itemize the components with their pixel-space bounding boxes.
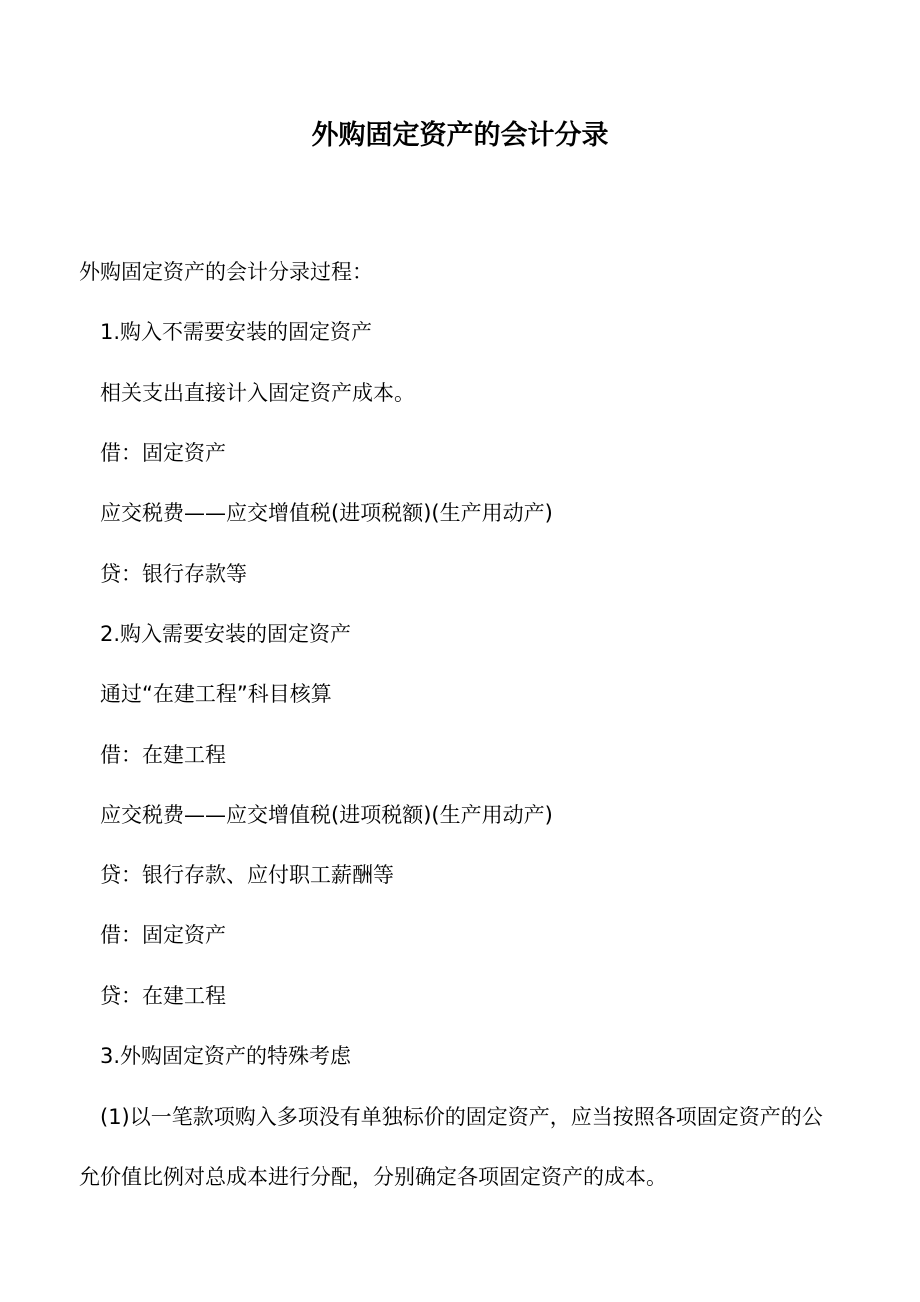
credit-line: 贷：在建工程 [100,984,226,1008]
credit-line: 贷：银行存款、应付职工薪酬等 [100,863,394,887]
body-line: 通过“在建工程”科目核算 [100,682,332,706]
document-title: 外购固定资产的会计分录 [311,120,609,151]
tax-line: 应交税费——应交增值税(进项税额)(生产用动产) [100,501,553,525]
debit-line: 借：固定资产 [100,441,226,465]
paragraph-line: (1)以一笔款项购入多项没有单独标价的固定资产，应当按照各项固定资产的公 [100,1105,823,1129]
tax-line: 应交税费——应交增值税(进项税额)(生产用动产) [100,803,553,827]
body-line: 相关支出直接计入固定资产成本。 [100,381,415,405]
credit-line: 贷：银行存款等 [100,562,247,586]
section-heading-2: 2.购入需要安装的固定资产 [100,622,352,646]
debit-line: 借：在建工程 [100,743,226,767]
intro-text: 外购固定资产的会计分录过程： [79,260,373,284]
section-heading-3: 3.外购固定资产的特殊考虑 [100,1044,352,1068]
section-heading-1: 1.购入不需要安装的固定资产 [100,320,373,344]
debit-line: 借：固定资产 [100,923,226,947]
paragraph-line: 允价值比例对总成本进行分配，分别确定各项固定资产的成本。 [79,1165,667,1189]
